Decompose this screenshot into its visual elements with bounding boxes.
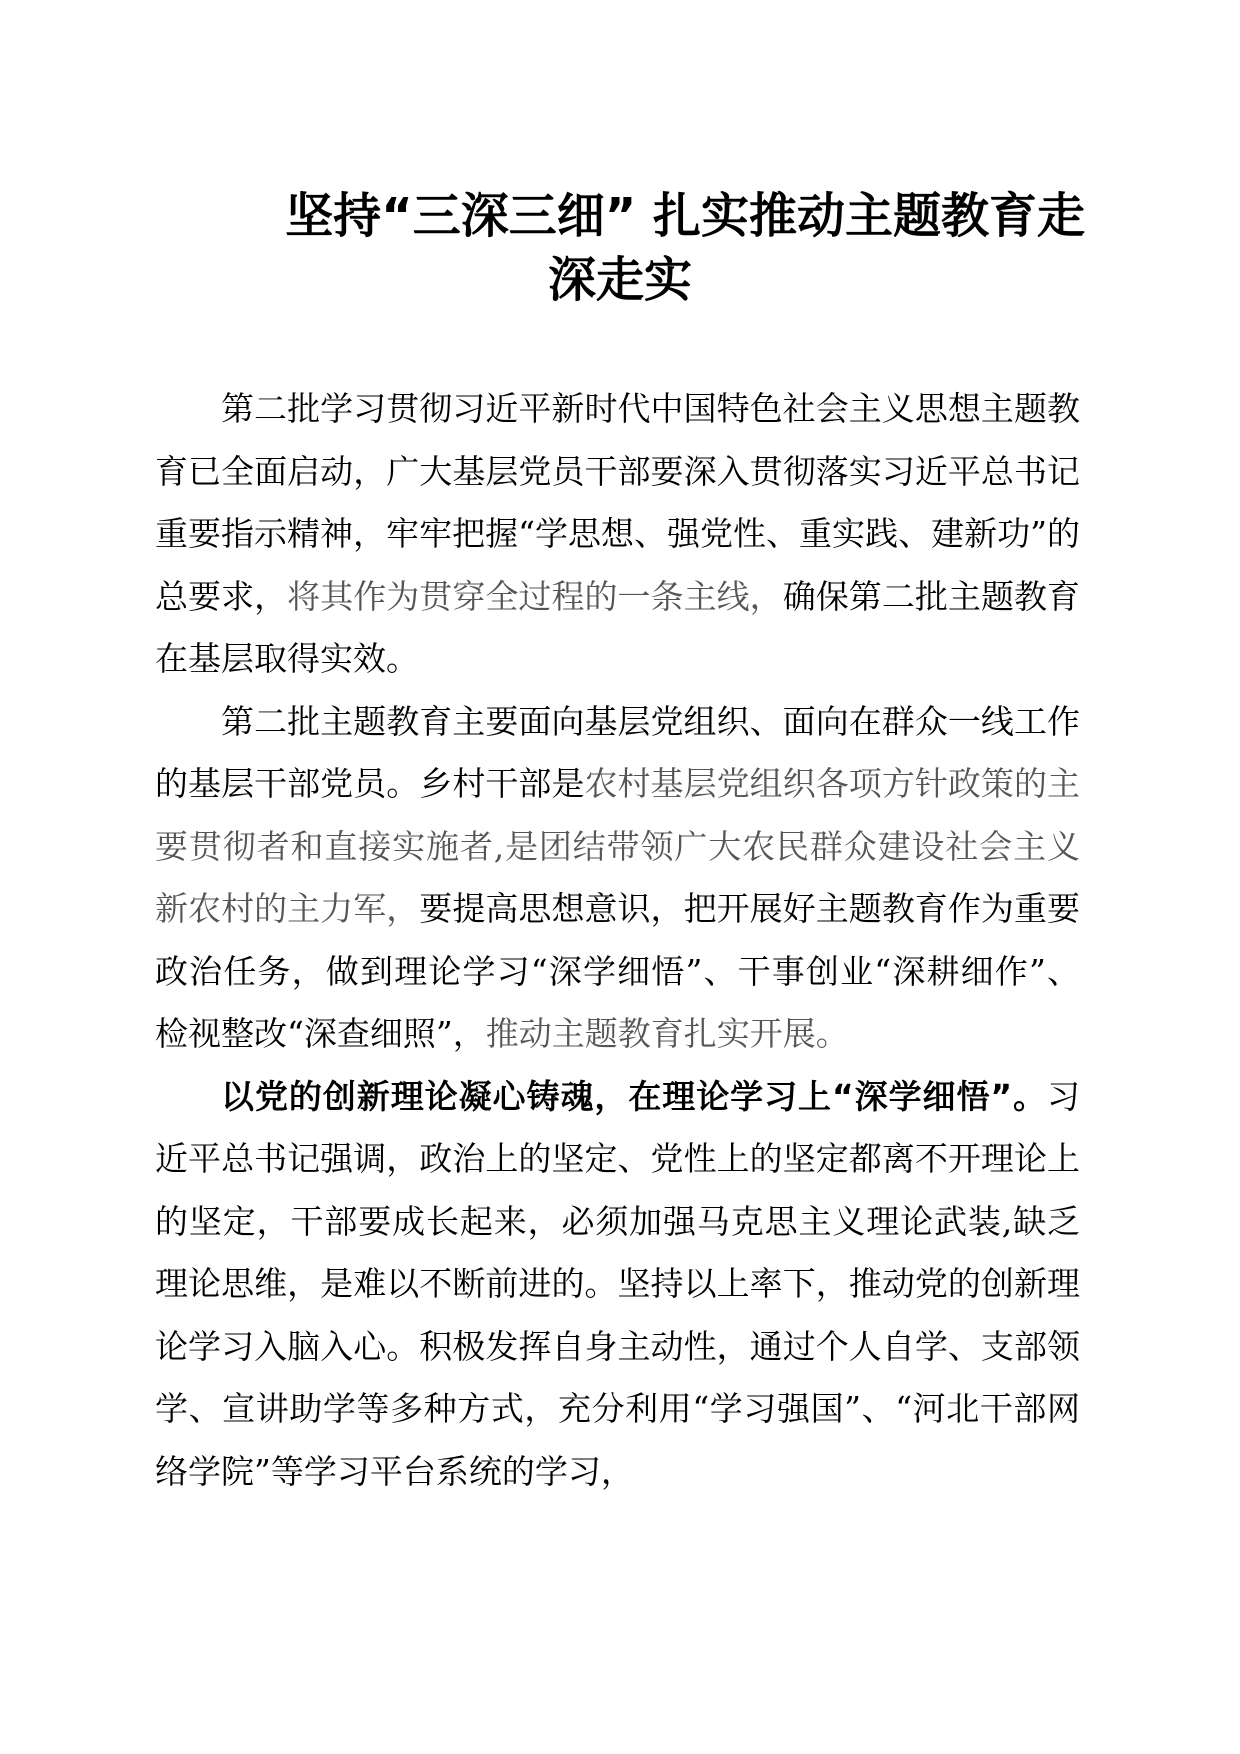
paragraph-1-part-b: 将其作为贯穿全过程的一条主线， bbox=[287, 576, 783, 616]
document-body bbox=[155, 378, 1080, 1503]
paragraph-2-part-d: 推动主题教育扎实开展。 bbox=[485, 1014, 849, 1053]
paragraph-2 bbox=[155, 691, 1080, 1066]
paragraph-1 bbox=[155, 378, 1080, 691]
paragraph-2-part-c: 要提高思想意识，把开展好主题教育作为重要政治任务，做到理论学习“深学细悟”、干事创业“深耕细作”、检视整改“深查细照”， bbox=[155, 889, 1081, 1053]
paragraph-1-part-a: 第二批学习贯彻习近平新时代中国特色社会主义思想主题教育已全面启动，广大基层党员干部要深入贯彻落实习近平总书记重要指示精神，牢牢把握“学思想、强党性、重实践、建新功”的总要求， bbox=[155, 389, 1080, 616]
paragraph-2-part-a: 第二批主题教育主要面向基层党组织、面向在群众一线工作的基层干部党员。乡村干部是 bbox=[155, 701, 1080, 803]
paragraph-2-part-b: 农村基层党组织各项方针政策的主要贯彻者和直接实施者,是团结带领广大农民群众建设社会主义新农村的主力军， bbox=[155, 764, 1081, 928]
paragraph-3 bbox=[155, 1066, 1080, 1504]
paragraph-3-body: 习近平总书记强调，政治上的坚定、党性上的坚定都离不开理论上的坚定，干部要成长起来，必须加强马克思主义理论武装,缺乏理论思维，是难以不断前进的。坚持以上率下，推动党的创新理论学习入脑入心。积极发挥自身主动性，通过个人自学、支部领学、宣讲助学等多种方式，充分利用“学习强国”、“河北干部网络学院”等学习平台系统的学习， bbox=[155, 1076, 1080, 1491]
paragraph-3-heading: 以党的创新理论凝心铸魂，在理论学习上“深学细悟”。 bbox=[221, 1076, 1047, 1116]
document-title-line-2: 深走实 bbox=[547, 252, 692, 308]
document-title-line-1: 坚持“三深三细” 扎实推动主题教育走 bbox=[285, 188, 1085, 244]
paragraph-1-part-c: 确保第二批主题教育在基层取得实效。 bbox=[155, 576, 1081, 678]
